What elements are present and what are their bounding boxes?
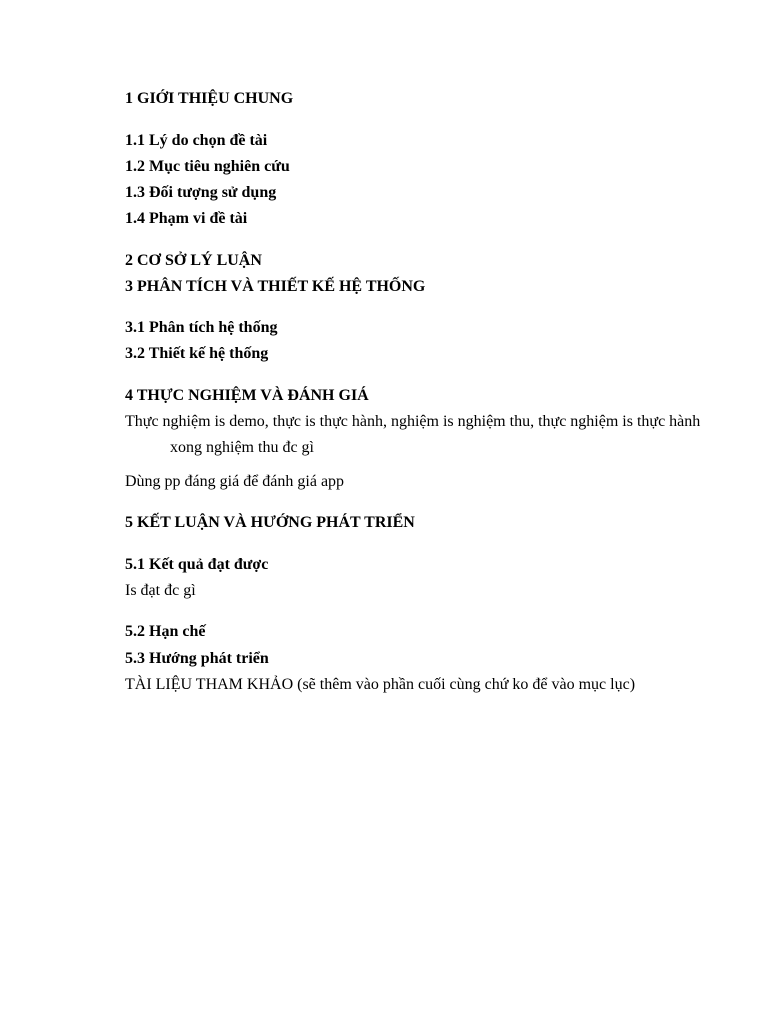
paragraph-4-line-1: Thực nghiệm is demo, thực is thực hành, nghiệm is nghiệm thu, thực nghiệm is thực hành [125,413,701,430]
subheading-5-1: 5.1 Kết quả đạt được [125,556,269,573]
subheading-1-1: 1.1 Lý do chọn đề tài [125,132,268,149]
subheading-3-2: 3.2 Thiết kế hệ thống [125,345,269,362]
paragraph-4-2: Dùng pp đáng giá để đánh giá app [125,473,345,490]
heading-5: 5 KẾT LUẬN VÀ HƯỚNG PHÁT TRIỂN [125,514,415,531]
subheading-3-1: 3.1 Phân tích hệ thống [125,319,278,336]
subheading-1-4: 1.4 Phạm vi đề tài [125,210,248,227]
subheading-1-3: 1.3 Đối tượng sử dụng [125,184,277,201]
paragraph-5-1: Is đạt đc gì [125,582,196,599]
heading-4: 4 THỰC NGHIỆM VÀ ĐÁNH GIÁ [125,387,369,404]
subheading-5-3: 5.3 Hướng phát triển [125,650,269,667]
paragraph-4-line-2: xong nghiệm thu đc gì [170,439,314,456]
references-note: TÀI LIỆU THAM KHẢO (sẽ thêm vào phần cuối cùng chứ ko để vào mục lục) [125,676,636,693]
heading-3: 3 PHÂN TÍCH VÀ THIẾT KẾ HỆ THỐNG [125,278,426,295]
subheading-1-2: 1.2 Mục tiêu nghiên cứu [125,158,290,175]
subheading-5-2: 5.2 Hạn chế [125,623,206,640]
heading-1: 1 GIỚI THIỆU CHUNG [125,90,294,107]
heading-2: 2 CƠ SỞ LÝ LUẬN [125,252,262,269]
